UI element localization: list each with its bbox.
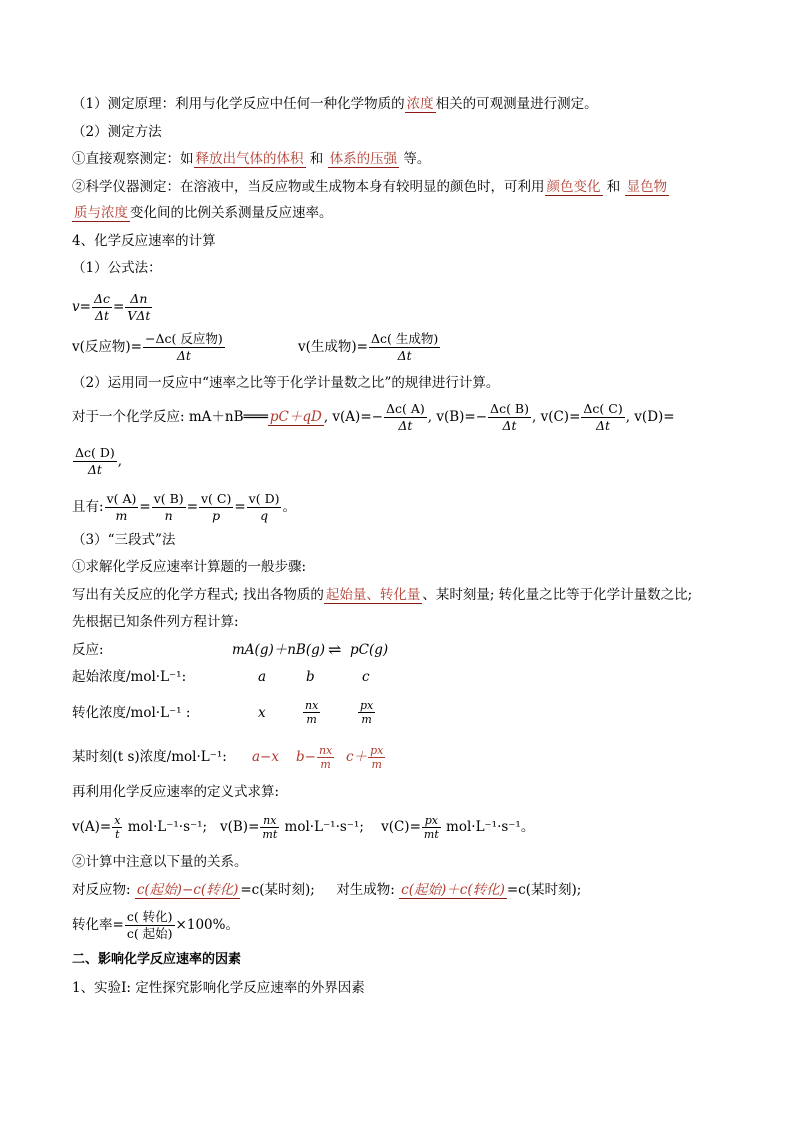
reactant-relation-tail: =c(某时刻); <box>240 882 315 898</box>
method-heading: （2）测定方法 <box>72 124 162 140</box>
reactant-rate-formula <box>72 328 226 366</box>
answer-color-change: 颜色变化 <box>546 179 601 195</box>
rate-formula <box>72 288 153 326</box>
rate-c-label: , v(C)= <box>532 409 581 425</box>
answer-chromogen-b: 质与浓度 <box>74 205 128 221</box>
table-converted-c <box>357 694 376 730</box>
formula-method-heading: （1）公式法： <box>72 260 162 276</box>
table-moment-b <box>296 739 335 775</box>
fraction-vd-q: $\frac{v( D)}{q}$ <box>248 491 280 523</box>
table-label-converted: 转化浓度/mol·L⁻¹ : <box>72 705 191 721</box>
direct-observation-text: ①直接观察测定：如 <box>72 151 194 167</box>
table-initial-b: b <box>306 669 315 685</box>
equals-c: = <box>234 499 246 515</box>
conversion-rate-label: 转化率= <box>72 917 124 933</box>
fraction-conversion: $\frac{\text{c( 转化)}}{\text{c( 起始)}}$ <box>126 909 173 941</box>
answer-pressure: 体系的压强 <box>329 151 398 167</box>
table-moment-a: a−x <box>252 749 279 765</box>
answer-reactant-relation: c(起始)−c(转化) <box>136 882 239 898</box>
conversion-rate-tail: ×100%。 <box>175 917 239 933</box>
fraction-va-m: $\frac{v( A)}{m}$ <box>106 491 137 523</box>
table-label-moment: 某时刻(t s)浓度/mol·L⁻¹: <box>72 749 227 765</box>
general-reaction-line <box>72 398 675 436</box>
table-reactants: mA(g)＋nB(g) <box>232 642 326 658</box>
product-relation-label: 对生成物: <box>336 882 395 898</box>
section-2-heading: 二、影响化学反应速率的因素 <box>72 952 242 967</box>
fraction-moment-px-m: $\frac{px}{m}$ <box>370 744 384 771</box>
direct-observation-tail: 等。 <box>403 151 431 167</box>
table-label-initial: 起始浓度/mol·L⁻¹: <box>72 669 187 685</box>
rate-b-unit: mol·L⁻¹·s⁻¹; <box>284 819 364 835</box>
instrument-text: ②科学仪器测定：在溶液中，当反应物或生成物本身有较明显的颜色时，可利用 <box>72 179 545 195</box>
fraction-nx-mt: $\frac{nx}{mt}$ <box>262 814 278 841</box>
attention-line: ②计算中注意以下量的关系。 <box>72 854 248 870</box>
rate-d-label: , v(D)= <box>625 409 675 425</box>
equation-step-tail: 、某时刻量; 转化量之比等于化学计量数之比; <box>422 587 693 603</box>
specific-rates-line <box>72 808 534 846</box>
answer-gas-volume: 释放出气体的体积 <box>195 151 304 167</box>
table-product: pC(g) <box>350 642 389 658</box>
fraction-vc-p: $\frac{v( C)}{p}$ <box>201 491 232 523</box>
product-relation-tail: =c(某时刻); <box>506 882 582 898</box>
equals-b: = <box>186 499 198 515</box>
table-initial-c: c <box>362 669 370 685</box>
ratio-equality-line <box>72 488 296 526</box>
answer-concentration: 浓度 <box>406 96 434 112</box>
rate-c-def-label: v(C)= <box>381 819 421 835</box>
instrument-tail: 变化间的比例关系测量反应速率。 <box>130 205 333 221</box>
principle-tail: 相关的可观测量进行测定。 <box>435 96 598 112</box>
fraction-moment-nx-m: $\frac{nx}{m}$ <box>318 744 333 771</box>
three-stage-heading: （3）“三段式”法 <box>72 532 176 548</box>
connector-and: 和 <box>309 151 324 167</box>
reactant-rate-label: v(反应物)= <box>72 339 142 355</box>
product-rate-formula <box>298 328 441 366</box>
equation-step-line <box>72 585 692 605</box>
answer-chromogen-a: 显色物 <box>626 179 668 195</box>
table-moment-c-prefix: c＋ <box>346 749 368 765</box>
fraction-b: $\frac{\Delta c( B)}{\Delta t}$ <box>490 401 529 433</box>
answer-products: pC＋qD <box>269 409 322 425</box>
fraction-dc-dt: $\frac{\Delta c}{\Delta t}$ <box>93 291 110 323</box>
table-moment-b-prefix: b− <box>296 749 316 765</box>
conversion-rate-line <box>72 906 239 944</box>
reactant-relation-label: 对反应物: <box>72 882 131 898</box>
ratio-rule-line: （2）运用同一反应中“速率之比等于化学计量数之比”的规律进行计算。 <box>72 375 500 391</box>
steps-line: ①求解化学反应速率计算题的一般步骤: <box>72 559 307 575</box>
table-moment-c <box>346 739 386 775</box>
rate-a-label: , v(A)=− <box>323 409 383 425</box>
fraction-product: $\frac{\text{Δc( 生成物)}}{\Delta t}$ <box>370 331 439 363</box>
principle-line <box>72 94 598 114</box>
fraction-nx-m: $\frac{nx}{m}$ <box>305 699 319 726</box>
rate-a-unit: mol·L⁻¹·s⁻¹; <box>127 819 208 835</box>
ratio-equality-label: 且有: <box>72 499 104 515</box>
fraction-px-m: $\frac{px}{m}$ <box>360 699 374 726</box>
rate-d-line <box>72 442 122 480</box>
instrument-line <box>72 177 669 197</box>
relations-line <box>72 880 581 900</box>
fraction-reactant: $\frac{\text{−Δc( 反应物)}}{\Delta t}$ <box>144 331 223 363</box>
fraction-x-t: $\frac{x}{t}$ <box>114 814 121 841</box>
fraction-dn-vdt: $\frac{\Delta n}{\text{VΔt}}$ <box>127 291 151 323</box>
experiment-1-line: 1、实验Ⅰ: 定性探究影响化学反应速率的外界因素 <box>72 980 365 996</box>
rate-b-label: , v(B)=− <box>427 409 488 425</box>
connector-and-2: 和 <box>606 179 621 195</box>
fraction-c: $\frac{\Delta c( C)}{\Delta t}$ <box>583 401 623 433</box>
answer-product-relation: c(起始)＋c(转化) <box>401 882 505 898</box>
calc-step-line: 先根据已知条件列方程计算: <box>72 614 239 630</box>
rate-symbol: v <box>72 299 80 315</box>
equilibrium-arrow-icon: ⇌ <box>328 640 342 659</box>
direct-observation-line <box>72 149 430 169</box>
equals-2: = <box>112 299 125 315</box>
instrument-line-2 <box>72 203 333 223</box>
period: 。 <box>282 499 296 515</box>
rate-b-def-label: v(B)= <box>219 819 260 835</box>
section-4-heading: 4、化学反应速率的计算 <box>72 233 216 249</box>
rate-a-def-label: v(A)= <box>72 819 112 835</box>
fraction-vb-n: $\frac{v( B)}{n}$ <box>153 491 184 523</box>
table-label-reaction: 反应: <box>72 642 104 658</box>
principle-text: （1）测定原理：利用与化学反应中任何一种化学物质的 <box>72 96 405 112</box>
fraction-d: $\frac{\Delta c( D)}{\Delta t}$ <box>75 445 115 477</box>
table-converted-b <box>302 694 321 730</box>
definition-line: 再利用化学反应速率的定义式求算: <box>72 784 280 800</box>
rate-c-unit: mol·L⁻¹·s⁻¹。 <box>446 819 535 835</box>
fraction-a: $\frac{\Delta c( A)}{\Delta t}$ <box>385 401 425 433</box>
table-converted-a: x <box>258 705 266 721</box>
equation-step-text: 写出有关反应的化学方程式; 找出各物质的 <box>72 587 324 603</box>
equals: = <box>79 299 91 315</box>
answer-initial-converted: 起始量、转化量 <box>325 587 421 603</box>
general-reaction-text: 对于一个化学反应: mA＋nB═══ <box>72 409 268 425</box>
product-rate-label: v(生成物)= <box>298 339 368 355</box>
fraction-px-mt: $\frac{px}{mt}$ <box>423 814 439 841</box>
table-initial-a: a <box>258 669 267 685</box>
comma: , <box>117 453 123 469</box>
equals-a: = <box>139 499 151 515</box>
